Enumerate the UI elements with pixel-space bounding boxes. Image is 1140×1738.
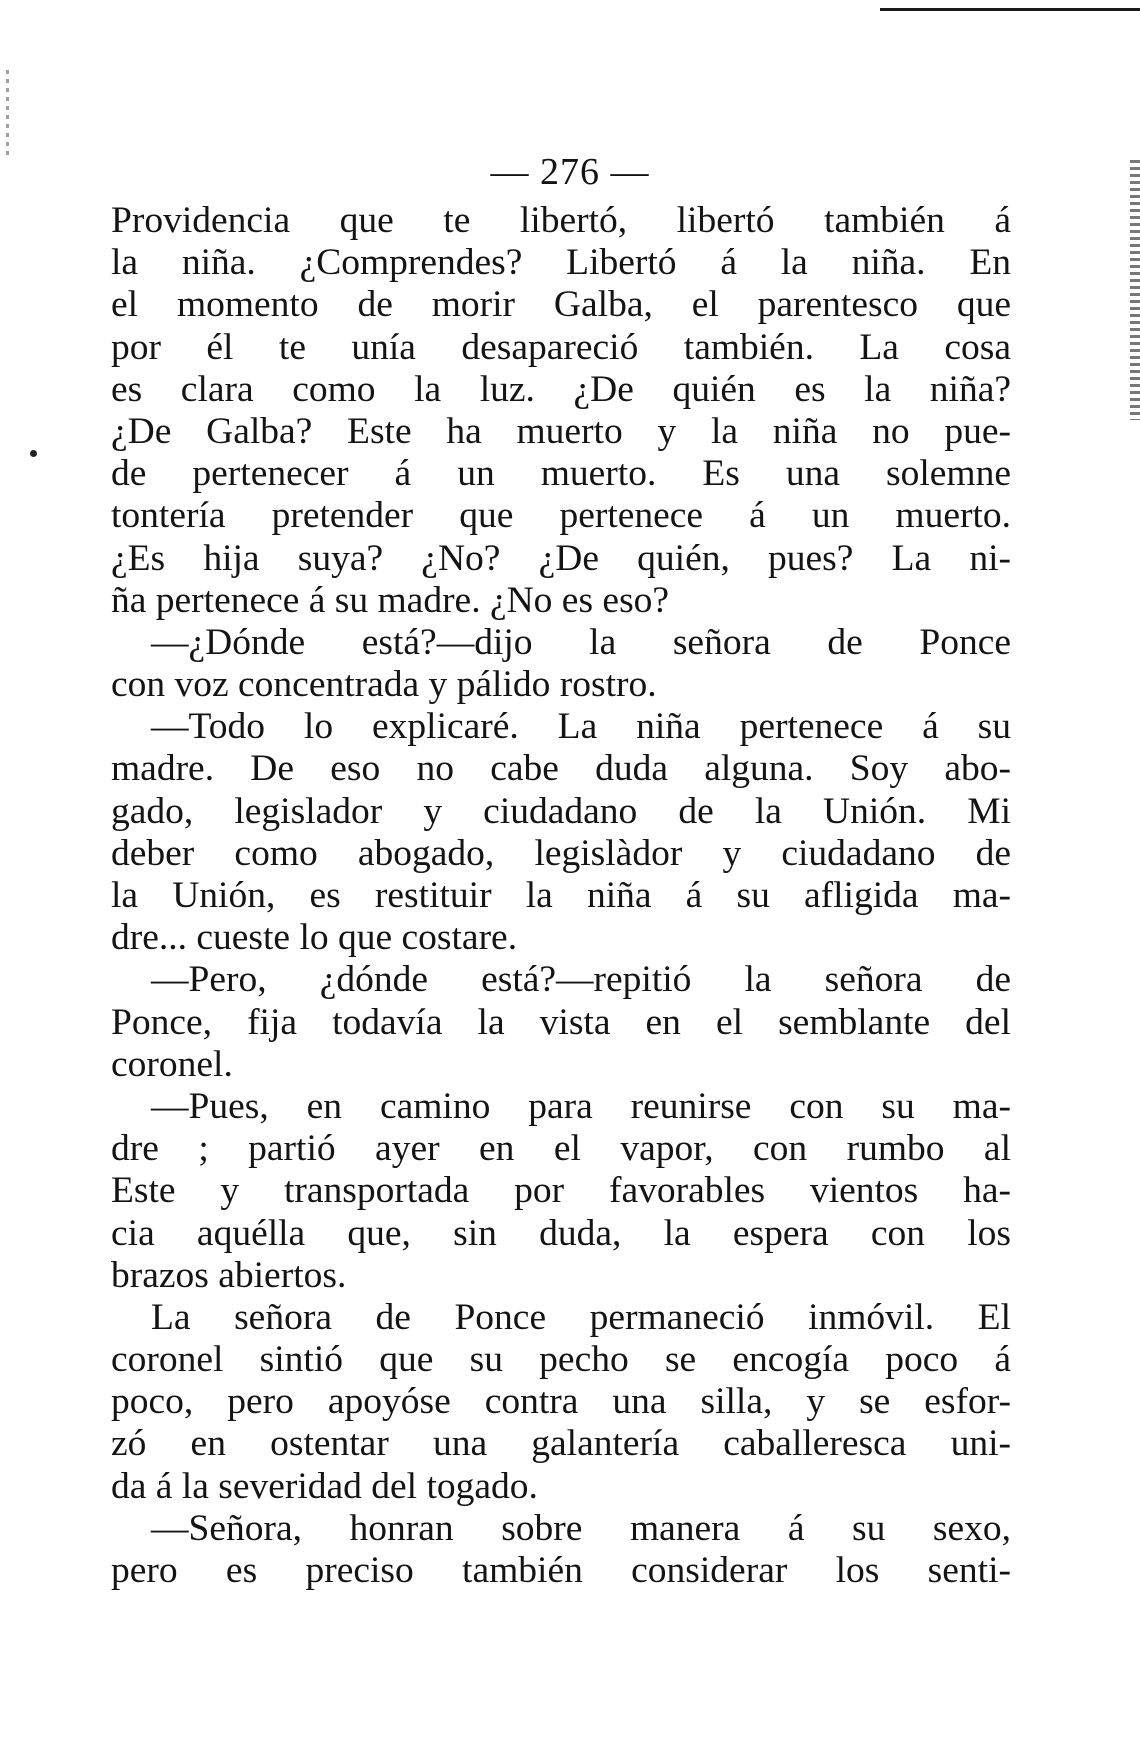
top-edge-rule — [880, 8, 1140, 11]
text-line: Este y transportada por favorables vientos ha- — [111, 1170, 1011, 1212]
text-line: deber como abogado, legislàdor y ciudadano de — [111, 832, 1011, 874]
text-line: zó en ostentar una galantería caballeresca uni- — [111, 1423, 1011, 1465]
text-line: ¿Es hija suya? ¿No? ¿De quién, pues? La ni- — [111, 537, 1011, 579]
right-edge-scan-mark — [1130, 160, 1140, 420]
text-line: madre. De eso no cabe duda alguna. Soy abo- — [111, 748, 1011, 790]
text-line: brazos abiertos. — [111, 1254, 347, 1296]
text-line: da á la severidad del togado. — [111, 1465, 538, 1507]
text-line: por él te unía desapareció también. La cosa — [111, 326, 1011, 368]
text-line: coronel. — [111, 1043, 233, 1085]
stray-ink-dot — [30, 450, 37, 457]
text-line: la niña. ¿Comprendes? Libertó á la niña. En — [111, 242, 1011, 284]
text-line: —Todo lo explicaré. La niña pertenece á su — [151, 706, 1011, 748]
text-line: —Pero, ¿dónde está?—repitió la señora de — [151, 959, 1011, 1001]
text-line: con voz concentrada y pálido rostro. — [111, 664, 657, 706]
text-line: Providencia que te libertó, libertó también á — [111, 200, 1011, 241]
text-line: el momento de morir Galba, el parentesco que — [111, 284, 1011, 326]
text-line: dre ; partió ayer en el vapor, con rumbo al — [111, 1128, 1011, 1170]
text-line: cia aquélla que, sin duda, la espera con los — [111, 1212, 1011, 1254]
left-edge-scan-mark — [6, 70, 9, 160]
text-line: —¿Dónde está?—dijo la señora de Ponce — [151, 621, 1011, 663]
page-number: — 276 — — [490, 151, 650, 193]
text-line: La señora de Ponce permaneció inmóvil. El — [151, 1296, 1011, 1338]
text-line: ña pertenece á su madre. ¿No es eso? — [111, 579, 670, 621]
text-line: es clara como la luz. ¿De quién es la niña? — [111, 368, 1011, 410]
text-line: tontería pretender que pertenece á un muerto. — [111, 495, 1011, 537]
text-line: coronel sintió que su pecho se encogía poco á — [111, 1339, 1011, 1381]
text-line: dre... cueste lo que costare. — [111, 917, 518, 959]
text-line: Ponce, fija todavía la vista en el semblante del — [111, 1001, 1011, 1043]
text-line: pero es preciso también considerar los senti- — [111, 1550, 1011, 1591]
text-line: ¿De Galba? Este ha muerto y la niña no pue- — [111, 410, 1011, 452]
text-line: de pertenecer á un muerto. Es una solemne — [111, 453, 1011, 495]
text-line: poco, pero apoyóse contra una silla, y se esfor- — [111, 1381, 1011, 1423]
text-line: gado, legislador y ciudadano de la Unión. Mi — [111, 790, 1011, 832]
text-line: —Pues, en camino para reunirse con su ma- — [151, 1085, 1011, 1127]
text-line: la Unión, es restituir la niña á su afligida ma- — [111, 875, 1011, 916]
page-body-text — [111, 200, 1011, 1592]
text-line: —Señora, honran sobre manera á su sexo, — [151, 1507, 1011, 1549]
